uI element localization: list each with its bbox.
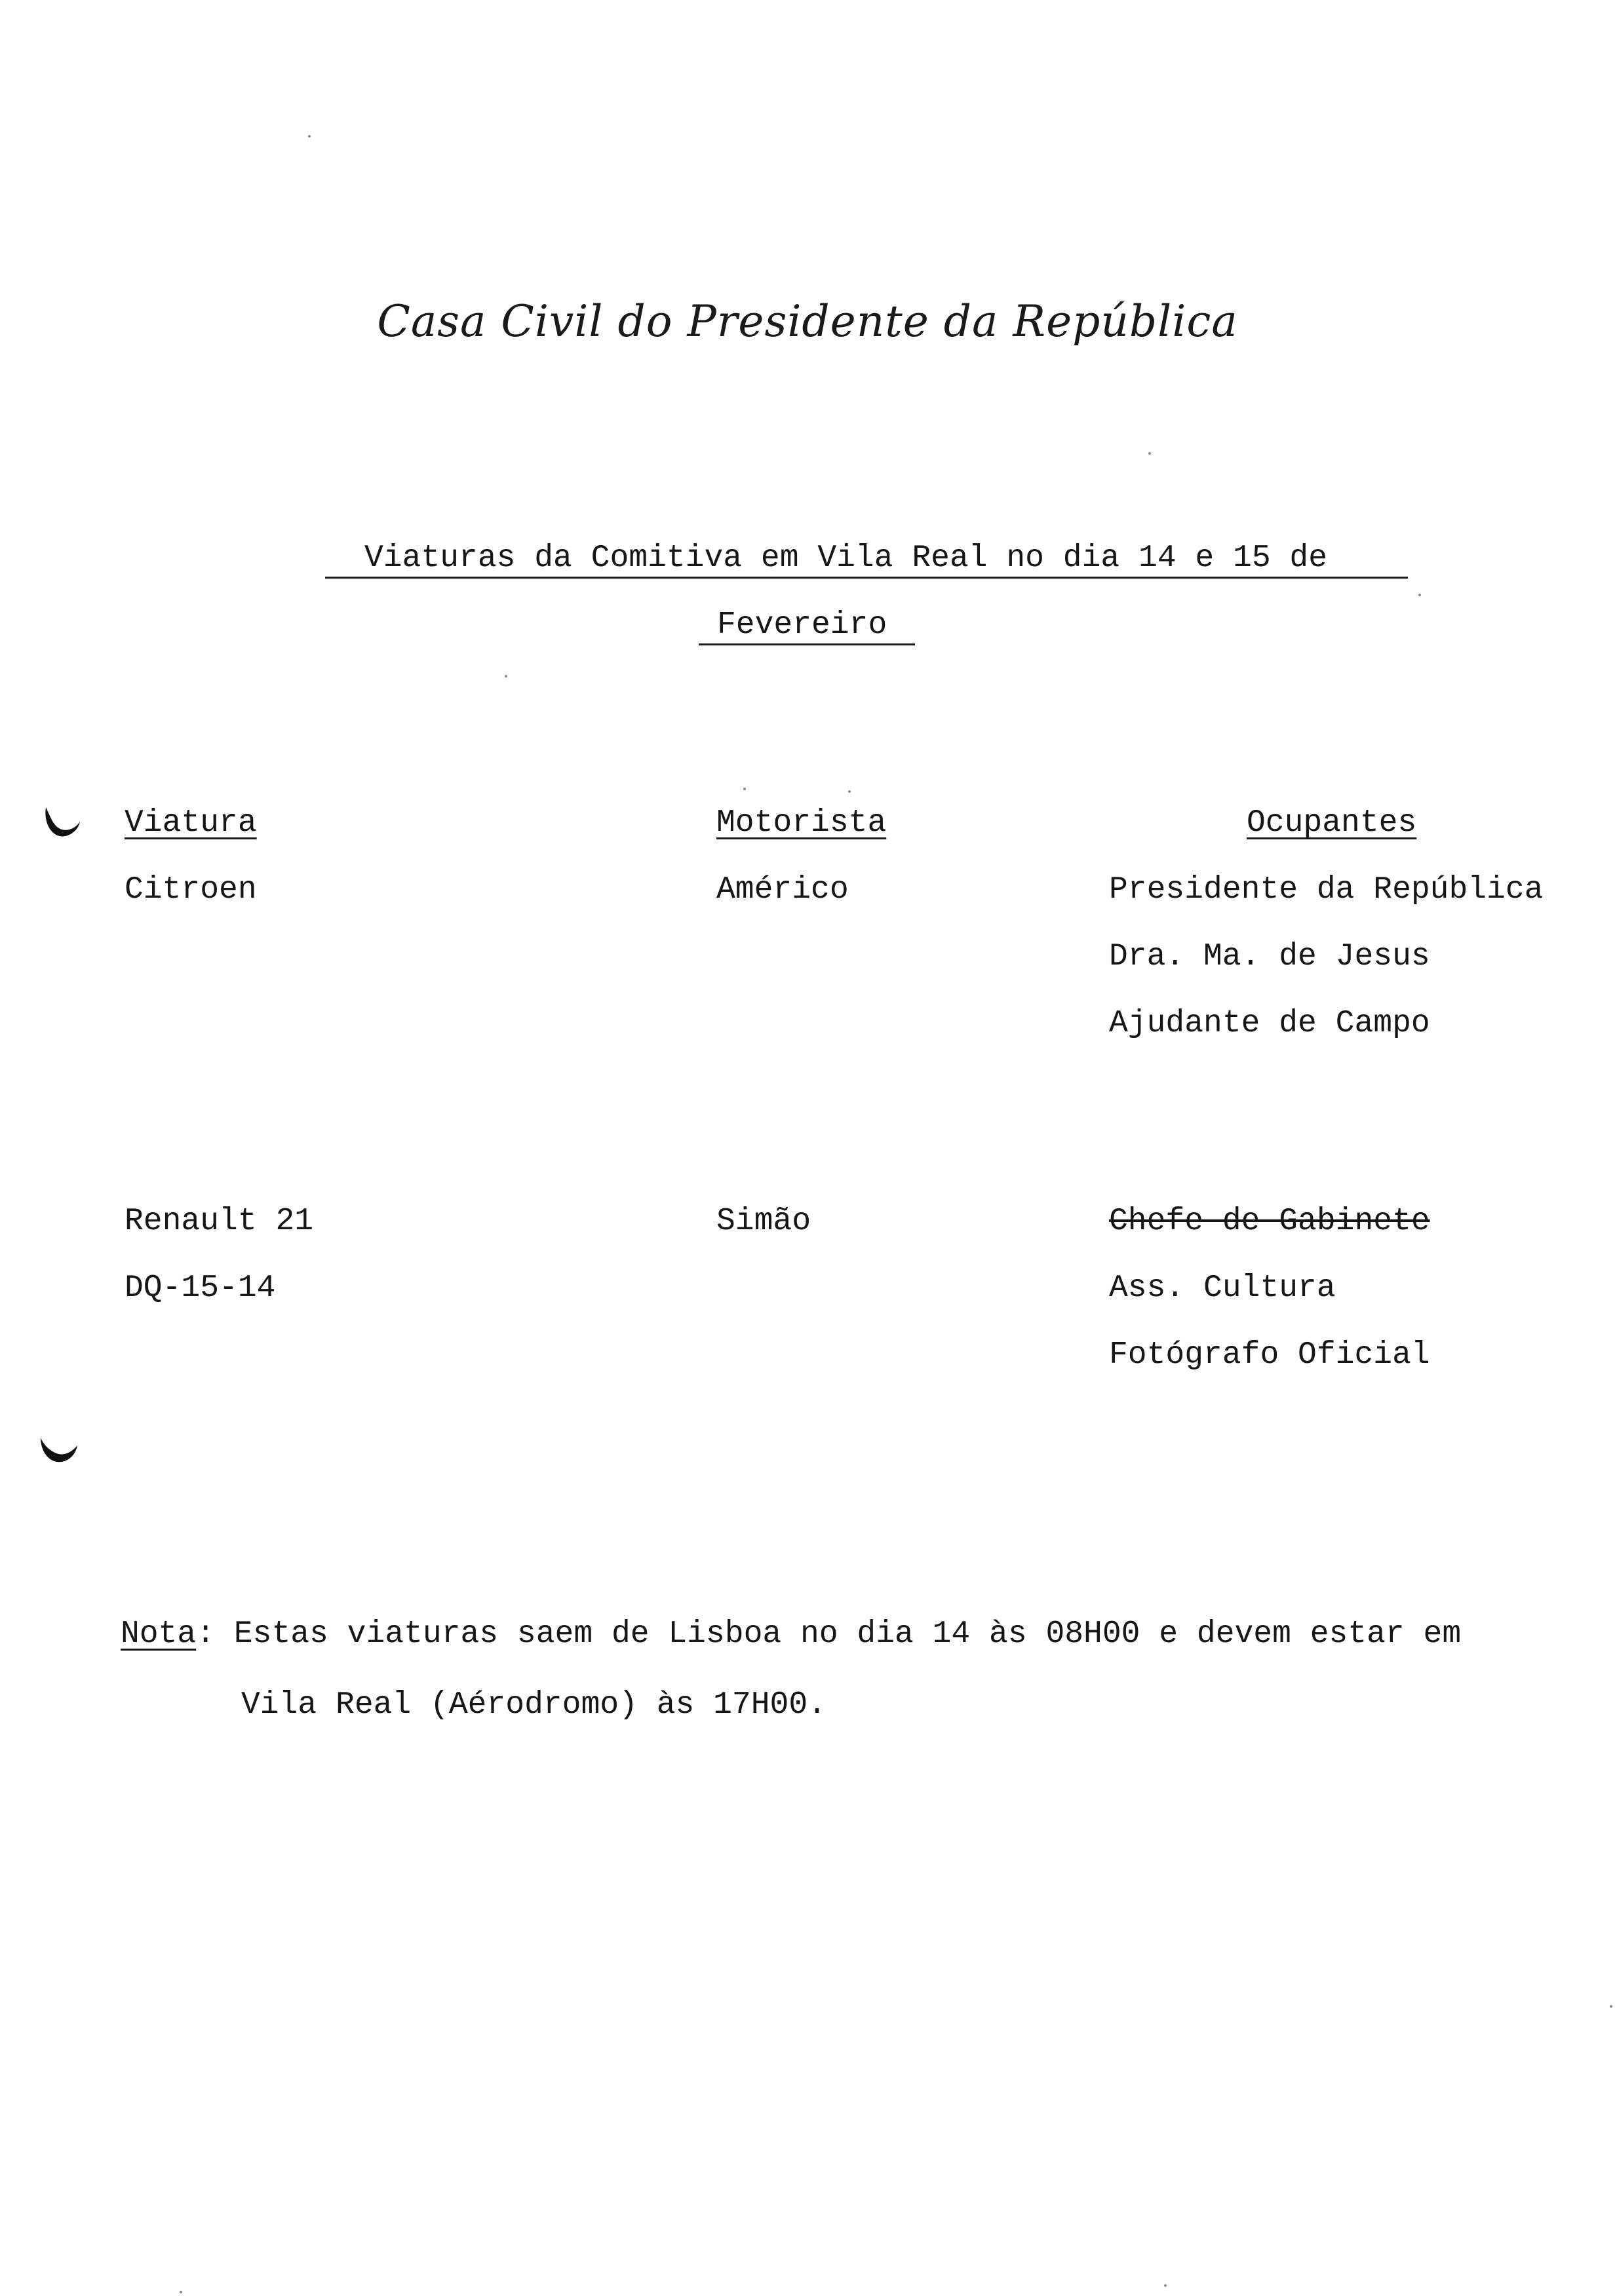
title-line-1: Viaturas da Comitiva em Vila Real no dia 14 e 15 de	[364, 541, 1328, 576]
scan-speck	[1164, 2284, 1167, 2287]
occupant: Presidente da República	[1109, 872, 1544, 908]
column-header-occupants: Ocupantes	[1247, 805, 1417, 841]
title-underline-2	[699, 643, 915, 645]
occupant: Dra. Ma. de Jesus	[1109, 939, 1430, 974]
vehicle-name: Citroen	[125, 872, 257, 908]
title-underline-1	[325, 577, 1408, 579]
column-header-vehicle: Viatura	[125, 805, 257, 841]
note-line-2: Vila Real (Aérodromo) às 17H00.	[241, 1687, 827, 1723]
occupant: Ass. Cultura	[1109, 1271, 1336, 1306]
note-colon: :	[196, 1617, 216, 1652]
scan-speck	[1610, 2005, 1612, 2008]
scan-speck	[505, 675, 507, 678]
scan-speck	[180, 2291, 182, 2293]
scan-speck	[1148, 452, 1151, 455]
column-header-driver: Motorista	[716, 805, 887, 841]
note-text: Estas viaturas saem de Lisboa no dia 14 às 08H00 e devem estar em	[233, 1617, 1462, 1652]
occupant: Ajudante de Campo	[1109, 1006, 1430, 1041]
note-line-1	[121, 1618, 1461, 1650]
vehicle-driver: Américo	[716, 872, 849, 908]
note-label: Nota	[121, 1617, 197, 1652]
title-line-2: Fevereiro	[717, 607, 887, 643]
scan-speck	[743, 788, 746, 790]
occupant-struck-through: Chefe de Gabinete	[1109, 1204, 1430, 1239]
vehicle-name: Renault 21	[125, 1204, 314, 1239]
occupant: Fotógrafo Oficial	[1109, 1337, 1430, 1373]
punch-hole-mark	[42, 803, 83, 844]
scan-speck	[308, 135, 311, 138]
letterhead: Casa Civil do Presidente da República	[377, 296, 1238, 347]
punch-hole-mark	[38, 1428, 79, 1469]
scan-speck	[1418, 594, 1421, 596]
scan-speck	[848, 790, 851, 793]
vehicle-driver: Simão	[716, 1204, 811, 1239]
vehicle-plate: DQ-15-14	[125, 1271, 276, 1306]
